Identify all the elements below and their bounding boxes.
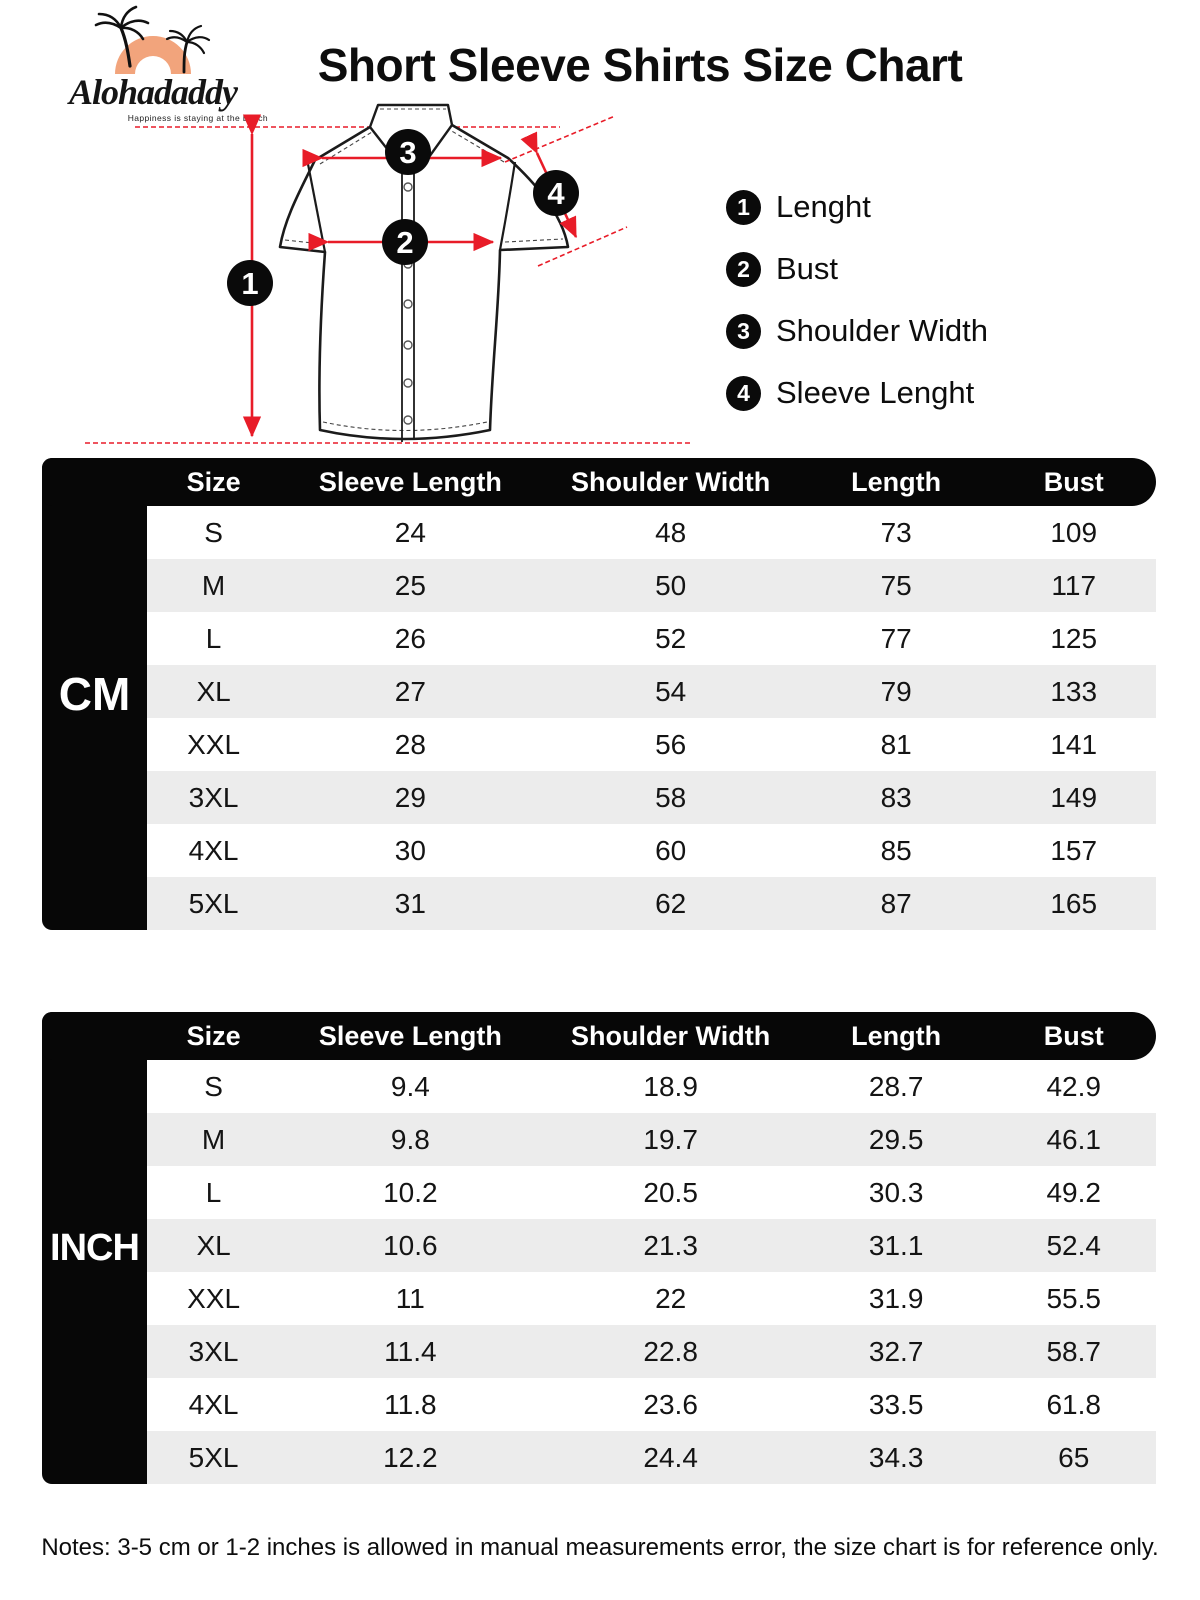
table-row — [147, 718, 1156, 771]
legend-badge-3: 3 — [726, 314, 761, 349]
legend-label-sleeve-length: Sleeve Lenght — [776, 375, 975, 410]
table-cell: 18.9 — [643, 1070, 698, 1102]
column-header-shoulder-width: Shoulder Width — [571, 466, 771, 497]
legend-item-shoulder-width — [726, 300, 988, 362]
table-row — [147, 771, 1156, 824]
table-row — [147, 1219, 1156, 1272]
table-cell: L — [205, 1176, 222, 1208]
table-row — [147, 1060, 1156, 1113]
unit-label-inch: INCH — [50, 1226, 139, 1269]
unit-band-inch — [42, 1012, 147, 1484]
table-cell: 141 — [1050, 728, 1098, 760]
table-row — [147, 559, 1156, 612]
size-table-cm — [42, 458, 1156, 930]
table-cell: 31.9 — [868, 1282, 924, 1314]
table-cell: 29.5 — [868, 1123, 924, 1155]
table-cell: 34.3 — [868, 1441, 924, 1473]
table-cell: 62 — [655, 887, 687, 919]
legend-item-bust — [726, 238, 988, 300]
table-cell: 9.8 — [390, 1123, 430, 1155]
table-cell: 21.3 — [643, 1229, 698, 1261]
table-cell: 54 — [655, 675, 687, 707]
table-cell: 32.7 — [868, 1335, 924, 1367]
column-header-sleeve-length: Sleeve Length — [318, 466, 502, 497]
svg-text:2: 2 — [396, 225, 414, 260]
legend-item-length — [726, 176, 988, 238]
table-cell: XL — [196, 1229, 231, 1261]
table-cell: 26 — [394, 622, 426, 654]
legend-label-length: Lenght — [776, 189, 871, 224]
table-cell: 11 — [395, 1282, 425, 1314]
table-cell: 52 — [655, 622, 687, 654]
cm-table-header — [42, 458, 1156, 506]
table-cell: 48 — [655, 516, 687, 548]
table-cell: 49.2 — [1046, 1176, 1101, 1208]
diagram-badge-1 — [227, 260, 273, 306]
table-cell: 75 — [880, 569, 912, 601]
table-cell: 19.7 — [643, 1123, 698, 1155]
table-cell: 50 — [655, 569, 687, 601]
measurement-legend — [726, 176, 988, 424]
svg-text:4: 4 — [547, 176, 565, 211]
table-cell: 157 — [1050, 834, 1098, 866]
legend-label-bust: Bust — [776, 251, 839, 286]
table-cell: 149 — [1050, 781, 1098, 813]
table-row — [147, 665, 1156, 718]
table-cell: L — [205, 622, 222, 654]
table-cell: XL — [196, 675, 231, 707]
table-cell: 9.4 — [390, 1070, 430, 1102]
inch-table-header — [42, 1012, 1156, 1060]
table-cell: 12.2 — [383, 1441, 438, 1473]
table-cell: 31.1 — [868, 1229, 924, 1261]
table-cell: 79 — [880, 675, 912, 707]
table-cell: 58.7 — [1046, 1335, 1101, 1367]
brand-tagline: Happiness is staying at the beach — [127, 113, 268, 123]
table-cell: 60 — [655, 834, 687, 866]
table-cell: 73 — [880, 516, 912, 548]
table-cell: 11.4 — [384, 1335, 437, 1367]
column-header-bust: Bust — [1043, 1020, 1104, 1051]
column-header-length: Length — [851, 1020, 942, 1051]
diagram-badge-3 — [385, 129, 431, 175]
table-cell: 83 — [880, 781, 912, 813]
shirt-measurement-diagram — [80, 92, 700, 460]
column-header-length: Length — [851, 466, 942, 497]
table-cell: 28 — [394, 728, 426, 760]
table-cell: 81 — [880, 728, 912, 760]
table-cell: 10.2 — [383, 1176, 438, 1208]
table-cell: 56 — [655, 728, 687, 760]
svg-text:1: 1 — [241, 266, 259, 301]
table-row — [147, 1378, 1156, 1431]
table-cell: 58 — [655, 781, 687, 813]
table-cell: 33.5 — [868, 1388, 924, 1420]
table-cell: 22 — [655, 1282, 687, 1314]
table-cell: 3XL — [188, 1335, 239, 1367]
table-cell: 125 — [1050, 622, 1098, 654]
table-row — [147, 1431, 1156, 1484]
table-cell: 30.3 — [868, 1176, 924, 1208]
table-cell: 28.7 — [868, 1070, 924, 1102]
table-cell: 55.5 — [1046, 1282, 1101, 1314]
table-cell: M — [201, 569, 226, 601]
column-header-size: Size — [186, 466, 241, 497]
table-cell: 3XL — [188, 781, 239, 813]
table-cell: 85 — [880, 834, 912, 866]
table-row — [147, 506, 1156, 559]
table-cell: 46.1 — [1046, 1123, 1101, 1155]
legend-label-shoulder-width: Shoulder Width — [776, 313, 988, 348]
table-cell: S — [204, 1070, 223, 1102]
table-cell: 27 — [394, 675, 426, 707]
svg-text:3: 3 — [399, 135, 417, 170]
palm-beach-logo-icon — [68, 4, 238, 82]
table-row — [147, 1166, 1156, 1219]
table-cell: XXL — [187, 1282, 241, 1314]
size-table-inch — [42, 1012, 1156, 1484]
unit-label-cm: CM — [58, 668, 131, 720]
table-row — [147, 1272, 1156, 1325]
table-cell: 5XL — [188, 1441, 239, 1473]
table-cell: 29 — [394, 781, 426, 813]
table-cell: 25 — [394, 569, 426, 601]
table-cell: 65 — [1058, 1441, 1090, 1473]
column-header-bust: Bust — [1043, 466, 1104, 497]
table-cell: 24.4 — [643, 1441, 698, 1473]
table-cell: 52.4 — [1046, 1229, 1101, 1261]
table-cell: 23.6 — [643, 1388, 698, 1420]
table-cell: 4XL — [188, 834, 239, 866]
brand-name: Alohadaddy — [68, 72, 237, 112]
table-cell: S — [204, 516, 223, 548]
table-cell: 5XL — [188, 887, 239, 919]
table-cell: 61.8 — [1046, 1388, 1101, 1420]
table-row — [147, 1113, 1156, 1166]
table-cell: 109 — [1050, 516, 1098, 548]
column-header-shoulder-width: Shoulder Width — [571, 1020, 771, 1051]
table-cell: 11.8 — [384, 1388, 437, 1420]
table-cell: XXL — [187, 728, 241, 760]
table-cell: 165 — [1050, 887, 1098, 919]
table-row — [147, 1325, 1156, 1378]
legend-item-sleeve-length — [726, 362, 988, 424]
table-cell: 24 — [394, 516, 426, 548]
notes-text: Notes: 3-5 cm or 1-2 inches is allowed in manual measurements error, the size chart is for reference only. — [41, 1534, 1159, 1561]
table-cell: 87 — [880, 887, 912, 919]
table-cell: 133 — [1050, 675, 1098, 707]
diagram-badge-2 — [382, 219, 428, 265]
unit-band-cm — [42, 458, 147, 930]
table-cell: 77 — [880, 622, 912, 654]
table-cell: 31 — [394, 887, 426, 919]
inch-table-body — [147, 1060, 1156, 1484]
column-header-sleeve-length: Sleeve Length — [318, 1020, 502, 1051]
legend-badge-1: 1 — [726, 190, 761, 225]
table-cell: 117 — [1051, 569, 1097, 601]
table-row — [147, 877, 1156, 930]
legend-badge-2: 2 — [726, 252, 761, 287]
diagram-badge-4 — [533, 170, 579, 216]
table-cell: 4XL — [188, 1388, 239, 1420]
page-title: Short Sleeve Shirts Size Chart — [317, 39, 963, 91]
table-cell: 22.8 — [643, 1335, 698, 1367]
table-cell: M — [201, 1123, 226, 1155]
table-row — [147, 824, 1156, 877]
table-cell: 30 — [394, 834, 426, 866]
table-cell: 10.6 — [383, 1229, 438, 1261]
cm-table-body — [147, 506, 1156, 930]
legend-badge-4: 4 — [726, 376, 761, 411]
table-row — [147, 612, 1156, 665]
table-cell: 20.5 — [643, 1176, 698, 1208]
table-cell: 42.9 — [1046, 1070, 1101, 1102]
column-header-size: Size — [186, 1020, 241, 1051]
